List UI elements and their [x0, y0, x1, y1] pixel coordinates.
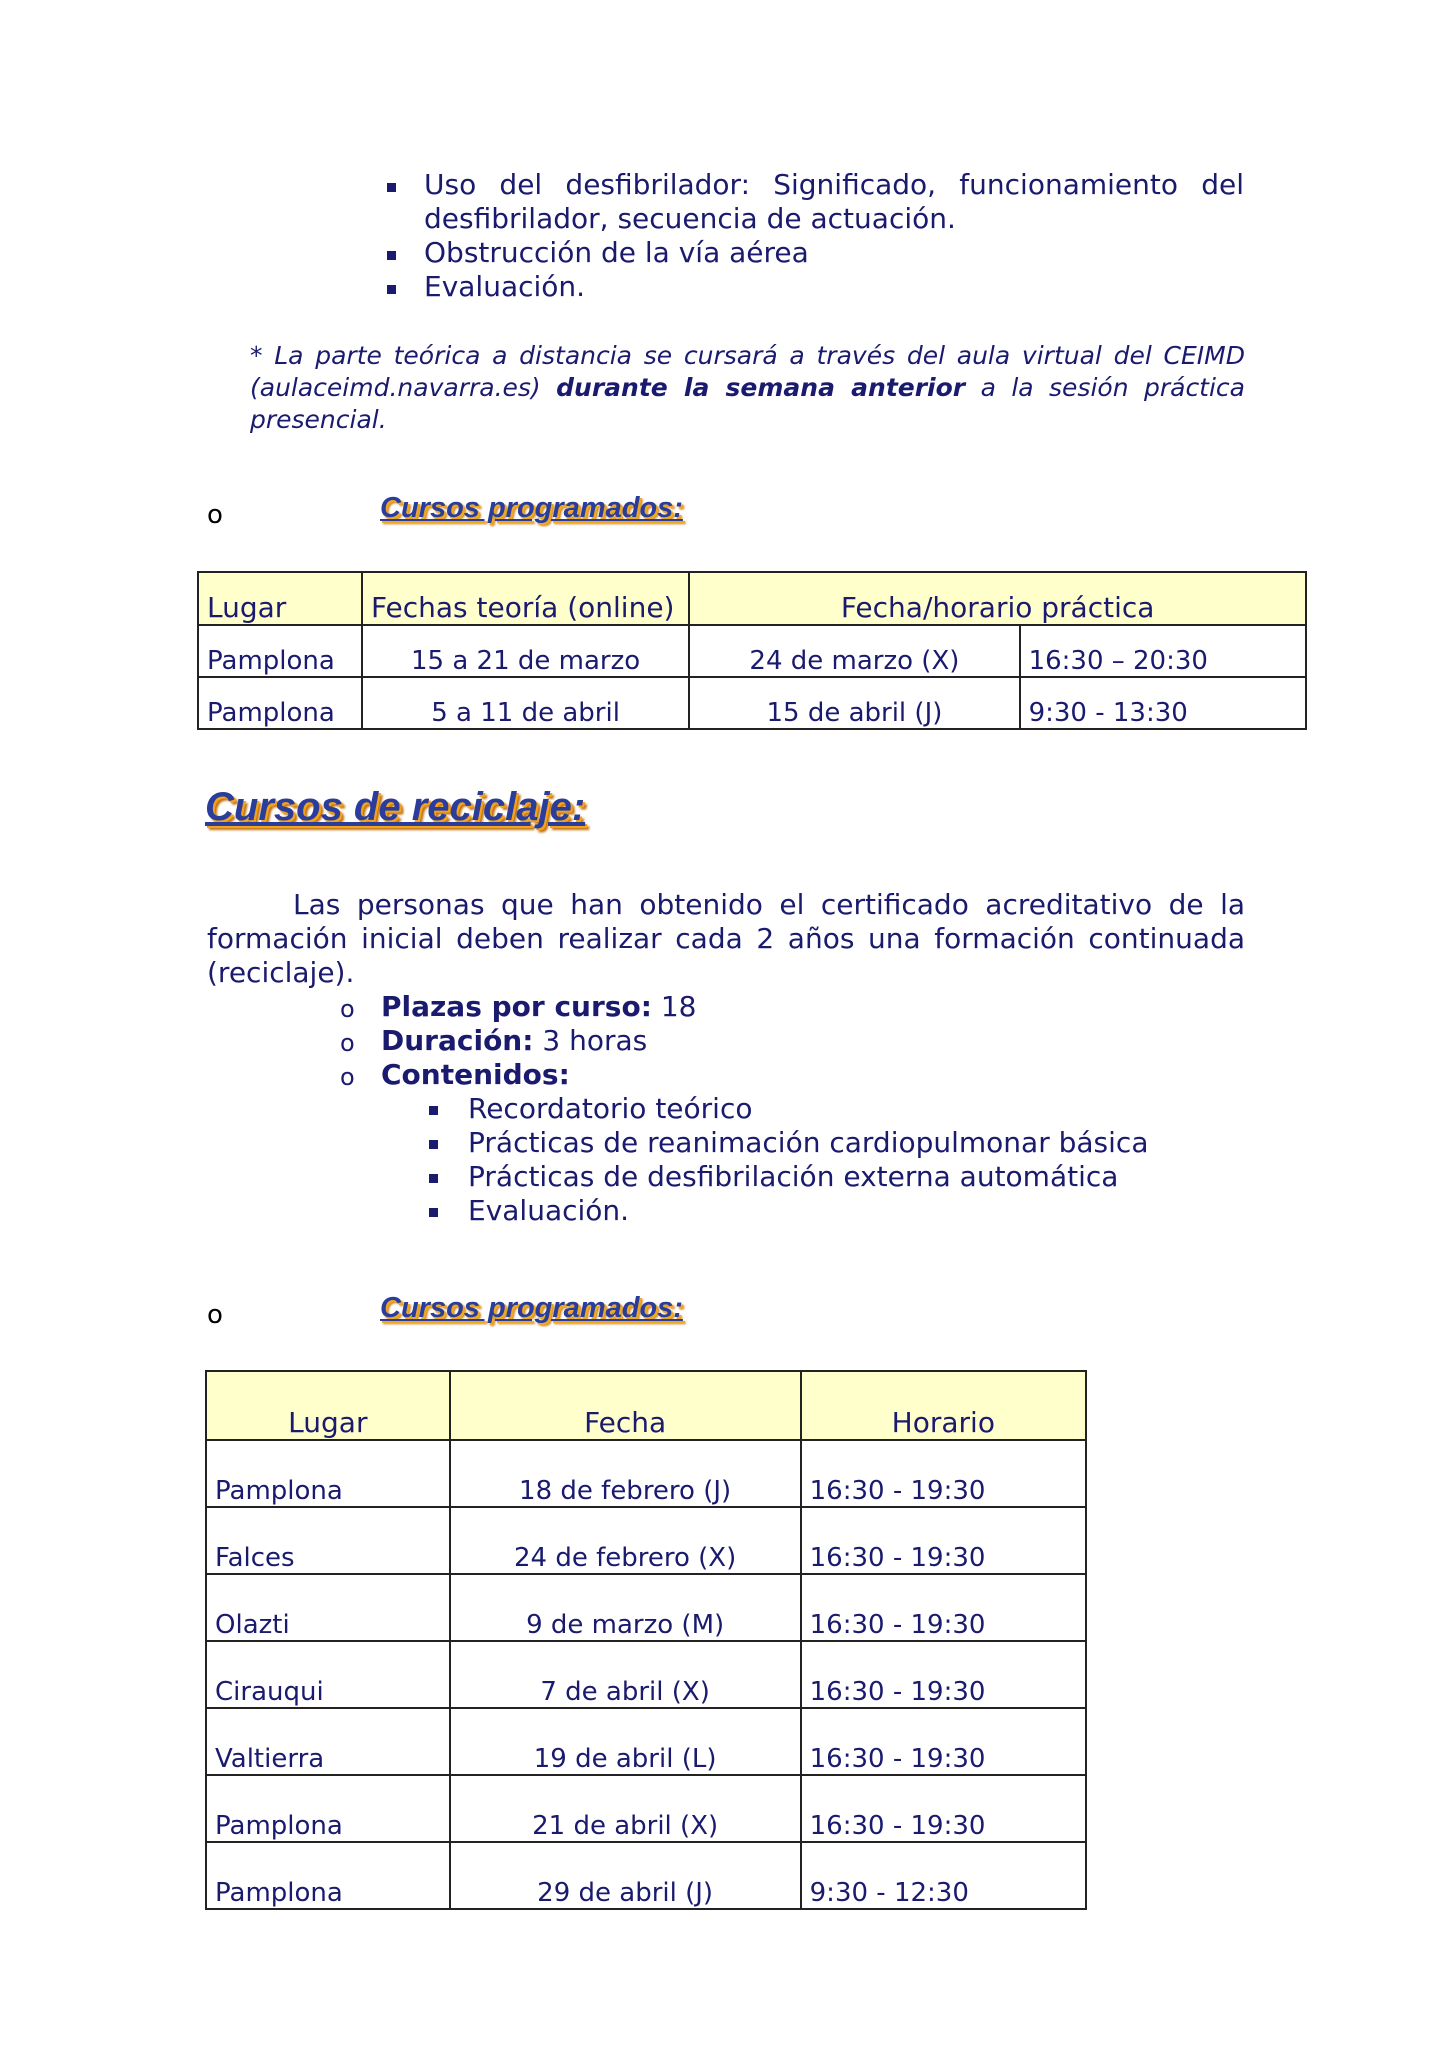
contenido-item: Prácticas de desfibrilación externa automática	[468, 1160, 1119, 1193]
cell-fecha: 21 de abril (X)	[450, 1775, 801, 1842]
circle-bullet-icon: o	[340, 995, 355, 1023]
cell-fecha: 9 de marzo (M)	[450, 1574, 801, 1641]
square-bullet-icon	[387, 251, 396, 260]
square-bullet-icon	[429, 1140, 438, 1149]
note-text: * La parte teórica a distancia se cursará a través del aula virtual del CEIMD (aulaceimd.navarra.es)	[250, 341, 1245, 402]
table-row	[206, 1507, 1086, 1574]
plazas-item	[381, 990, 696, 1024]
cell-horario: 16:30 - 19:30	[801, 1775, 1086, 1842]
duracion-value: 3 horas	[542, 1024, 648, 1057]
cell-lugar: Pamplona	[206, 1440, 450, 1507]
cell-horario: 16:30 - 19:30	[801, 1507, 1086, 1574]
cell-lugar: Olazti	[206, 1574, 450, 1641]
table-row	[206, 1440, 1086, 1507]
table-row	[206, 1574, 1086, 1641]
cell-fecha: 7 de abril (X)	[450, 1641, 801, 1708]
square-bullet-icon	[387, 183, 396, 192]
distance-learning-note	[250, 340, 1245, 436]
contenido-item: Evaluación.	[468, 1194, 630, 1227]
reciclaje-intro: Las personas que han obtenido el certificado acreditativo de la formación inicial deben realizar cada 2 años una formación continuada (reciclaje).	[207, 888, 1245, 989]
square-bullet-icon	[387, 285, 396, 294]
cell-horario: 16:30 - 19:30	[801, 1708, 1086, 1775]
note-bold-text: durante la semana anterior	[556, 373, 966, 402]
cell-lugar: Pamplona	[198, 625, 362, 677]
cell-fecha: 19 de abril (L)	[450, 1708, 801, 1775]
list-item: Evaluación.	[424, 270, 586, 303]
reciclaje-title: Cursos de reciclaje:	[205, 785, 586, 829]
header-lugar: Lugar	[206, 1371, 450, 1440]
section-heading: Cursos programados:	[380, 1292, 683, 1324]
cell-horario: 16:30 - 19:30	[801, 1641, 1086, 1708]
cell-teoria: 5 a 11 de abril	[362, 677, 689, 729]
cell-fecha: 29 de abril (J)	[450, 1842, 801, 1909]
cell-horario: 16:30 – 20:30	[1020, 625, 1306, 677]
cell-horario: 9:30 - 13:30	[1020, 677, 1306, 729]
circle-bullet-icon: o	[207, 1300, 223, 1330]
cell-lugar: Falces	[206, 1507, 450, 1574]
cell-lugar: Pamplona	[206, 1775, 450, 1842]
cell-lugar: Pamplona	[198, 677, 362, 729]
cell-fecha: 18 de febrero (J)	[450, 1440, 801, 1507]
table-row	[206, 1641, 1086, 1708]
table-header-row	[198, 572, 1306, 625]
plazas-label: Plazas por curso:	[381, 990, 652, 1023]
courses-table-initial	[197, 571, 1307, 730]
circle-bullet-icon: o	[207, 500, 223, 530]
contenidos-item	[381, 1058, 570, 1092]
cell-teoria: 15 a 21 de marzo	[362, 625, 689, 677]
table-row	[206, 1708, 1086, 1775]
list-item: Obstrucción de la vía aérea	[424, 236, 809, 269]
circle-bullet-icon: o	[340, 1029, 355, 1057]
cell-lugar: Cirauqui	[206, 1641, 450, 1708]
circle-bullet-icon: o	[340, 1063, 355, 1091]
square-bullet-icon	[429, 1106, 438, 1115]
list-item: Uso del desfibrilador: Significado, funcionamiento del desfibrilador, secuencia de actuación.	[424, 168, 1244, 235]
table-row	[198, 625, 1306, 677]
table-row	[206, 1775, 1086, 1842]
header-fechas-teoria: Fechas teoría (online)	[362, 572, 689, 625]
contenido-item: Recordatorio teórico	[468, 1092, 753, 1125]
contenido-item: Prácticas de reanimación cardiopulmonar básica	[468, 1126, 1149, 1159]
contenidos-label: Contenidos:	[381, 1058, 570, 1091]
courses-table-reciclaje	[205, 1370, 1087, 1910]
table-row	[198, 677, 1306, 729]
table-row	[206, 1842, 1086, 1909]
cell-horario: 9:30 - 12:30	[801, 1842, 1086, 1909]
cell-fecha: 24 de marzo (X)	[689, 625, 1019, 677]
square-bullet-icon	[429, 1208, 438, 1217]
cell-horario: 16:30 - 19:30	[801, 1440, 1086, 1507]
header-lugar: Lugar	[198, 572, 362, 625]
cell-lugar: Pamplona	[206, 1842, 450, 1909]
cell-lugar: Valtierra	[206, 1708, 450, 1775]
note-text-end: a la sesión práctica presencial.	[250, 373, 1245, 434]
cell-fecha: 24 de febrero (X)	[450, 1507, 801, 1574]
plazas-value: 18	[660, 990, 697, 1023]
square-bullet-icon	[429, 1174, 438, 1183]
cell-horario: 16:30 - 19:30	[801, 1574, 1086, 1641]
header-fecha-horario: Fecha/horario práctica	[689, 572, 1306, 625]
cell-fecha: 15 de abril (J)	[689, 677, 1019, 729]
section-heading: Cursos programados:	[380, 492, 683, 524]
header-horario: Horario	[801, 1371, 1086, 1440]
duracion-label: Duración:	[381, 1024, 534, 1057]
duracion-item	[381, 1024, 647, 1058]
table-header-row	[206, 1371, 1086, 1440]
header-fecha: Fecha	[450, 1371, 801, 1440]
